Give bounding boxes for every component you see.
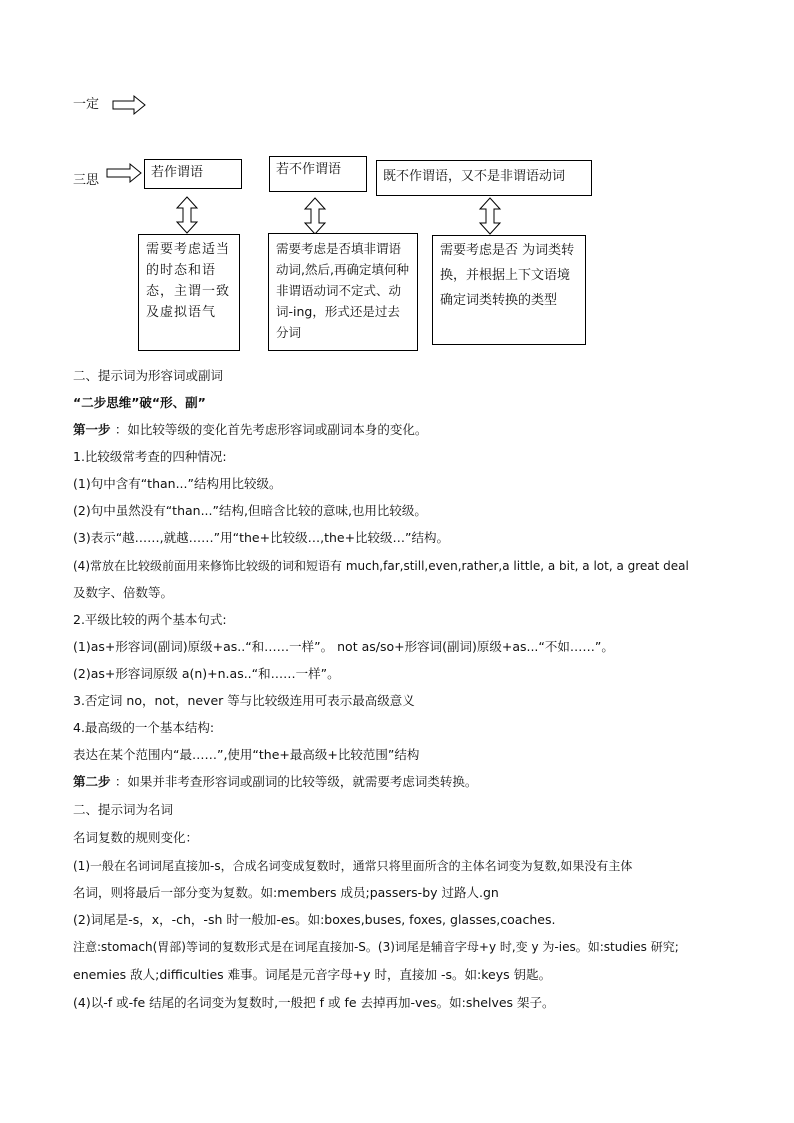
text-line: (1)一般在名词词尾直接加-s，合成名词变成复数时，通常只将里面所含的主体名词变为复数,如果没有主体	[73, 859, 633, 873]
label-yiding: 一定	[73, 97, 100, 112]
text-line: (2)句中虽然没有“than...”结构,但暗含比较的意味,也用比较级。	[73, 503, 427, 518]
step-one-line: 第一步 ：如比较等级的变化首先考虑形容词或副词本身的变化。	[73, 422, 428, 437]
two-step-heading: “二步思维”破“形、副”	[73, 395, 206, 410]
right-arrow-icon	[112, 95, 146, 115]
right-arrow-icon	[106, 163, 142, 183]
text-line: (4)常放在比较级前面用来修饰比较级的词和短语有 much,far,still,even,rather,a little, a bit, a lot, a great deal	[73, 559, 689, 573]
text-line: (4)以-f 或-fe 结尾的名词变为复数时,一般把 f 或 fe 去掉再加-ves。如:shelves 架子。	[73, 995, 555, 1010]
label-sansi: 三思	[73, 173, 100, 188]
text-line: 3.否定词 no，not，never 等与比较级连用可表示最高级意义	[73, 693, 415, 708]
box-non-predicate: 若不作谓语	[269, 156, 367, 192]
double-arrow-icon	[479, 197, 501, 235]
text-line: enemies 敌人;difficulties 难事。词尾是元音字母+y 时，直接加 -s。如:keys 钥匙。	[73, 967, 552, 982]
text-line: (1)句中含有“than...”结构用比较级。	[73, 476, 282, 491]
text-line: 注意:stomach(胃部)等词的复数形式是在词尾直接加-S。(3)词尾是辅音字母+y 时,变 y 为-ies。如:studies 研究;	[73, 940, 679, 954]
text-line: 名词，则将最后一部分变为复数。如:members 成员;passers-by 过路人.gn	[73, 885, 499, 900]
step-label: 第一步	[73, 422, 115, 437]
text-line: 4.最高级的一个基本结构:	[73, 720, 215, 735]
text-line: 及数字、倍数等。	[73, 585, 174, 600]
text-line: 2.平级比较的两个基本句式:	[73, 612, 227, 627]
box-predicate: 若作谓语	[144, 159, 242, 189]
section-heading-noun: 二、提示词为名词	[73, 802, 174, 817]
text-line: (1)as+形容词(副词)原级+as..“和……一样”。 not as/so+形容词(副词)原级+as...“不如……”。	[73, 639, 614, 654]
box-non-predicate-desc: 需要考虑是否填非谓语动词,然后,再确定填何种非谓语动词不定式、动词-ing，形式还是过去分词	[268, 233, 418, 351]
double-arrow-icon	[304, 197, 326, 235]
box-neither-desc: 需要考虑是否 为词类转换，并根据上下文语境确定词类转换的类型	[432, 235, 586, 345]
text-line: 1.比较级常考查的四种情况:	[73, 449, 227, 464]
section-heading-adj-adv: 二、提示词为形容词或副词	[73, 368, 224, 383]
text-line: (2)词尾是-s，x，-ch，-sh 时一般加-es。如:boxes,buses, foxes, glasses,coaches.	[73, 912, 556, 927]
double-arrow-icon	[176, 196, 198, 234]
step-label: 第二步	[73, 774, 115, 789]
text-line: (3)表示“越……,就越……”用“the+比较级…,the+比较级…”结构。	[73, 530, 450, 545]
box-neither: 既不作谓语，又不是非谓语动词	[376, 160, 592, 196]
text-line: (2)as+形容词原级 a(n)+n.as..“和……一样”。	[73, 666, 340, 681]
box-predicate-desc: 需要考虑适当的时态和语态，主谓一致及虚拟语气	[138, 234, 240, 351]
step-two-line: 第二步 ：如果并非考查形容词或副词的比较等级，就需要考虑词类转换。	[73, 774, 478, 789]
text-line: 名词复数的规则变化：	[73, 830, 199, 845]
text-line: 表达在某个范围内“最……”,使用“the+最高级+比较范围”结构	[73, 747, 420, 762]
